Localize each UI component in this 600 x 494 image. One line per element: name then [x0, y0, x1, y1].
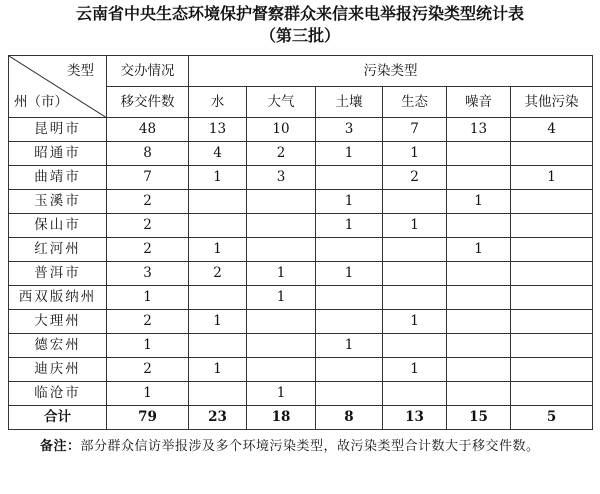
table-row	[9, 166, 593, 190]
table-row	[9, 358, 593, 382]
table-row	[9, 262, 593, 286]
header-row-groups	[9, 56, 593, 87]
table-row	[9, 382, 593, 406]
soil-cell	[316, 238, 383, 262]
air-cell: 2	[247, 142, 316, 166]
other-cell	[511, 190, 593, 214]
water-cell: 4	[189, 142, 247, 166]
noise-cell	[447, 214, 511, 238]
air-cell: 1	[247, 286, 316, 310]
table-row	[9, 310, 593, 334]
air-cell: 1	[247, 382, 316, 406]
transferred-cell: 2	[107, 190, 189, 214]
region-cell: 昭通市	[9, 142, 107, 166]
other-cell	[511, 358, 593, 382]
other-cell: 4	[511, 118, 593, 142]
table-row	[9, 118, 593, 142]
ecology-cell: 7	[383, 118, 447, 142]
noise-cell: 1	[447, 190, 511, 214]
soil-cell	[316, 358, 383, 382]
soil-cell	[316, 310, 383, 334]
table-row	[9, 142, 593, 166]
soil-cell	[316, 382, 383, 406]
ecology-cell: 1	[383, 358, 447, 382]
ecology-cell	[383, 334, 447, 358]
table-row	[9, 334, 593, 358]
total-air-cell: 18	[247, 406, 316, 430]
region-cell: 玉溪市	[9, 190, 107, 214]
air-cell	[247, 358, 316, 382]
region-cell: 临沧市	[9, 382, 107, 406]
document-subtitle: （第三批）	[259, 26, 340, 45]
air-cell	[247, 214, 316, 238]
column-header-water: 水	[189, 87, 247, 118]
region-cell: 红河州	[9, 238, 107, 262]
water-cell: 13	[189, 118, 247, 142]
ecology-cell	[383, 238, 447, 262]
water-cell	[189, 190, 247, 214]
soil-cell: 1	[316, 334, 383, 358]
corner-label-type: 类型	[67, 63, 94, 79]
table-row	[9, 214, 593, 238]
noise-cell: 13	[447, 118, 511, 142]
total-ecology-cell: 13	[383, 406, 447, 430]
other-cell	[511, 142, 593, 166]
ecology-cell: 1	[383, 214, 447, 238]
transferred-cell: 1	[107, 382, 189, 406]
soil-cell: 1	[316, 142, 383, 166]
transferred-cell: 2	[107, 214, 189, 238]
air-cell: 1	[247, 262, 316, 286]
ecology-cell: 2	[383, 166, 447, 190]
ecology-cell	[383, 382, 447, 406]
water-cell: 2	[189, 262, 247, 286]
region-cell: 曲靖市	[9, 166, 107, 190]
transferred-cell: 2	[107, 358, 189, 382]
region-cell: 保山市	[9, 214, 107, 238]
soil-cell: 1	[316, 214, 383, 238]
corner-label-region: 州（市）	[14, 94, 68, 110]
column-header-ecology: 生态	[383, 87, 447, 118]
footnote-label: 备注：	[40, 439, 81, 454]
noise-cell	[447, 310, 511, 334]
other-cell	[511, 310, 593, 334]
transferred-cell: 7	[107, 166, 189, 190]
soil-cell	[316, 286, 383, 310]
ecology-cell	[383, 262, 447, 286]
document-title: 云南省中央生态环境保护督察群众来信来电举报污染类型统计表	[75, 4, 524, 23]
water-cell	[189, 286, 247, 310]
region-cell: 昆明市	[9, 118, 107, 142]
air-cell	[247, 190, 316, 214]
column-header-other: 其他污染	[511, 87, 593, 118]
air-cell	[247, 238, 316, 262]
noise-cell	[447, 142, 511, 166]
soil-cell: 3	[316, 118, 383, 142]
water-cell: 1	[189, 166, 247, 190]
region-cell: 迪庆州	[9, 358, 107, 382]
table-row	[9, 238, 593, 262]
corner-header-cell	[9, 56, 107, 118]
footnote	[12, 437, 590, 457]
region-cell: 大理州	[9, 310, 107, 334]
other-cell	[511, 238, 593, 262]
other-cell	[511, 214, 593, 238]
noise-cell	[447, 166, 511, 190]
other-cell	[511, 382, 593, 406]
column-header-noise: 噪音	[447, 87, 511, 118]
total-water-cell: 23	[189, 406, 247, 430]
other-cell	[511, 262, 593, 286]
column-header-transferred: 移交件数	[107, 87, 189, 118]
ecology-cell	[383, 190, 447, 214]
region-cell: 普洱市	[9, 262, 107, 286]
noise-cell	[447, 286, 511, 310]
soil-cell	[316, 166, 383, 190]
transferred-cell: 1	[107, 286, 189, 310]
region-cell: 德宏州	[9, 334, 107, 358]
water-cell	[189, 382, 247, 406]
group-header-pollution: 污染类型	[189, 56, 593, 87]
noise-cell	[447, 262, 511, 286]
region-cell: 西双版纳州	[9, 286, 107, 310]
noise-cell	[447, 382, 511, 406]
transferred-cell: 8	[107, 142, 189, 166]
total-noise-cell: 15	[447, 406, 511, 430]
table-row	[9, 286, 593, 310]
water-cell: 1	[189, 310, 247, 334]
ecology-cell: 1	[383, 142, 447, 166]
table-row	[9, 190, 593, 214]
transferred-cell: 48	[107, 118, 189, 142]
noise-cell	[447, 358, 511, 382]
water-cell	[189, 214, 247, 238]
water-cell: 1	[189, 238, 247, 262]
air-cell: 10	[247, 118, 316, 142]
air-cell	[247, 334, 316, 358]
total-soil-cell: 8	[316, 406, 383, 430]
other-cell	[511, 286, 593, 310]
total-row	[9, 406, 593, 430]
group-header-handling: 交办情况	[107, 56, 189, 87]
ecology-cell	[383, 286, 447, 310]
water-cell	[189, 334, 247, 358]
column-header-soil: 土壤	[316, 87, 383, 118]
air-cell	[247, 310, 316, 334]
ecology-cell: 1	[383, 310, 447, 334]
transferred-cell: 1	[107, 334, 189, 358]
total-other-cell: 5	[511, 406, 593, 430]
transferred-cell: 2	[107, 238, 189, 262]
transferred-cell: 2	[107, 310, 189, 334]
soil-cell: 1	[316, 190, 383, 214]
air-cell: 3	[247, 166, 316, 190]
total-label-cell: 合计	[9, 406, 107, 430]
other-cell: 1	[511, 166, 593, 190]
footnote-text: 部分群众信访举报涉及多个环境污染类型，故污染类型合计数大于移交件数。	[80, 439, 540, 454]
statistics-table	[8, 55, 593, 430]
total-transferred-cell: 79	[107, 406, 189, 430]
water-cell: 1	[189, 358, 247, 382]
transferred-cell: 3	[107, 262, 189, 286]
other-cell	[511, 334, 593, 358]
noise-cell: 1	[447, 238, 511, 262]
soil-cell: 1	[316, 262, 383, 286]
column-header-air: 大气	[247, 87, 316, 118]
noise-cell	[447, 334, 511, 358]
